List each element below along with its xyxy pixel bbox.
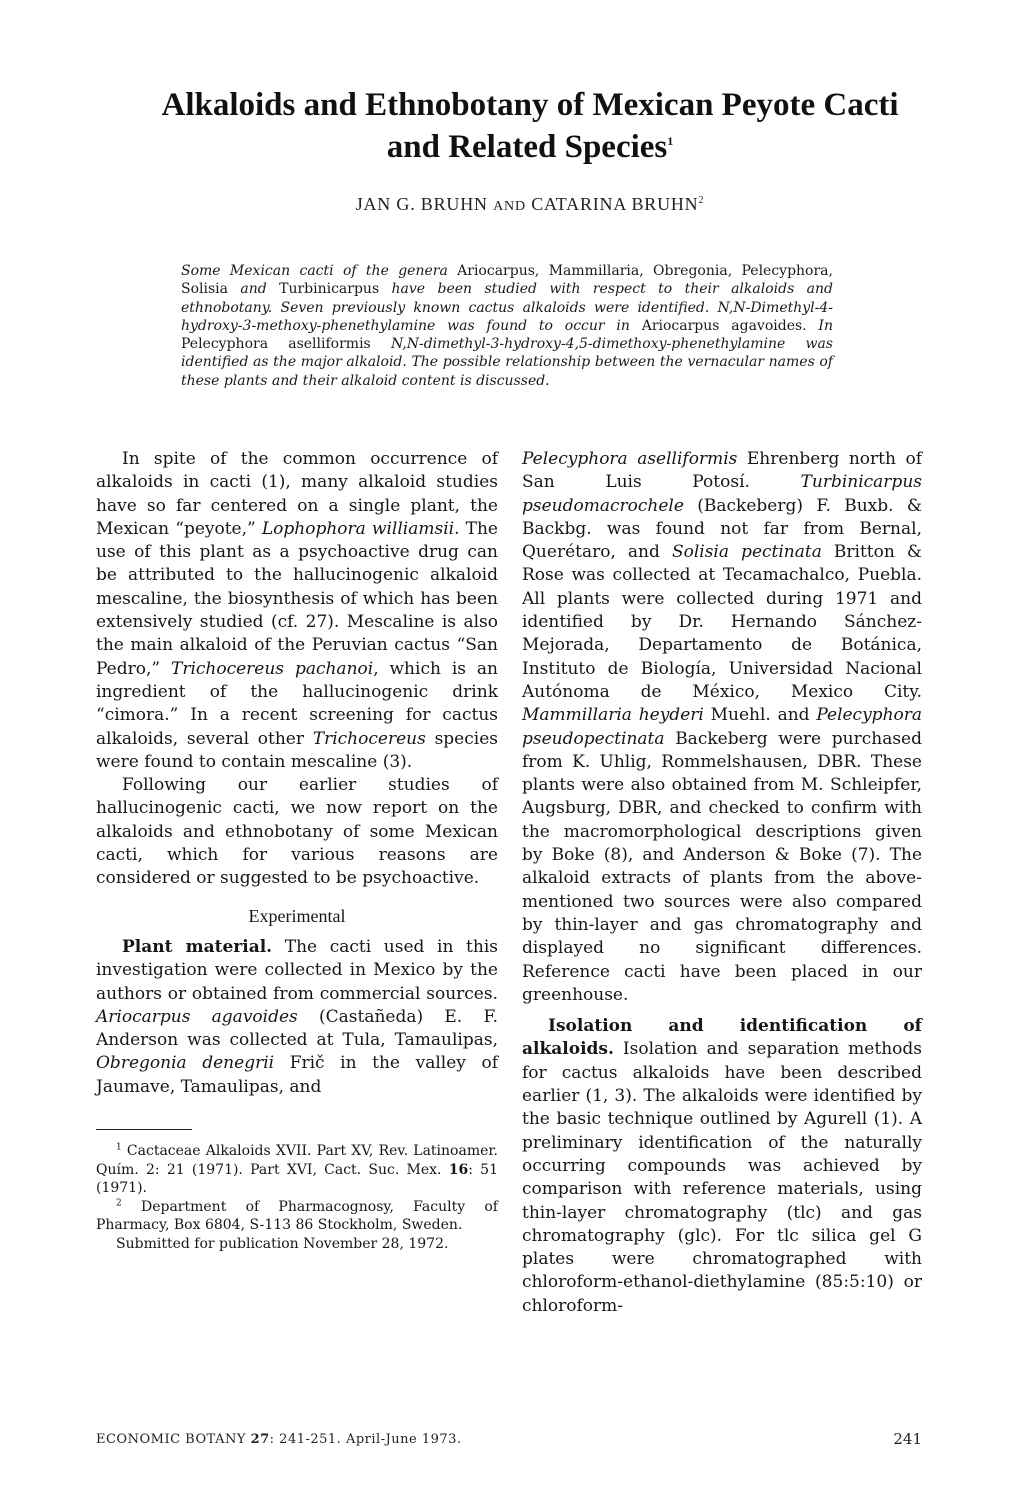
footnote-2 (96, 1198, 498, 1235)
abstract-text: have been studied with respect to their alkaloids and ethnobotany. Seven previously known cactus alkaloids were identified. N,N-Dimethyl-4-hydroxy-3-methoxy-phenethylamine was found to occur in (181, 281, 833, 334)
species-name: Pelecyphora pseudopectinata (522, 705, 923, 749)
body-text: (Backeberg) F. Buxb. & Backbg. was found not far from Bernal, Querétaro, and (522, 495, 922, 563)
author-line (80, 194, 980, 215)
isolation-paragraph (522, 1015, 922, 1318)
footnote-mark: 1 (116, 1142, 122, 1153)
journal-citation (96, 1432, 462, 1447)
body-text: (Castañeda) E. F. Anderson was collected at Tula, Tamaulipas, (96, 1006, 498, 1051)
footnote-mark: 2 (116, 1197, 122, 1208)
journal-pages: : 241-251. April-June 1973. (269, 1432, 462, 1447)
body-text: The cacti used in this investigation were collected in Mexico by the authors or obtained from commercial sources. (96, 936, 498, 1004)
footnote-1 (96, 1142, 498, 1198)
footnote-text: Department of Pharmacognosy, Faculty of Pharmacy, Box 6804, S-113 86 Stockholm, Sweden. (96, 1198, 498, 1234)
journal-volume: 27 (250, 1432, 270, 1447)
body-text: . The use of this plant as a psychoactive drug can be attributed to the hallucinogenic alkaloid mescaline, the biosynthesis of which has been extensively studied (cf. 27). Mescaline is also the main alkaloid of the Peruvian cactus “San Pedro,” (96, 518, 498, 679)
journal-name: ECONOMIC BOTANY (96, 1432, 246, 1447)
author-footnote-mark: 2 (698, 195, 705, 206)
species-name: Solisia pectinata (671, 542, 822, 563)
abstract-text: Some Mexican cacti of the genera (181, 263, 458, 279)
body-text: , which is an ingredient of the hallucinogenic drink “cimora.” In a recent screening for cactus alkaloids, several other (96, 658, 498, 749)
abstract-text: N,N-dimethyl-3-hydroxy-4,5-dimethoxy-phenethylamine was identified as the major alkaloid. The possible relationship between the vernacular names of these plants and their alkaloid content is discussed. (181, 336, 833, 389)
species-name: Pelecyphora aselliformis (522, 449, 738, 469)
abstract-genera: Turbinicarpus (279, 281, 380, 298)
body-text: Backeberg were purchased from K. Uhlig, Rommelshausen, DBR. These plants were also obtained from M. Schleipfer, Augsburg, DBR, and checked to confirm with the macromorphological descriptions given by Boke (8), and Anderson & Boke (7). The alkaloid extracts of plants from the above-mentioned two sources were also compared by thin-layer and gas chromatography and displayed no significant differences. Reference cacti have been placed in our greenhouse. (522, 728, 922, 1005)
abstract-species: Pelecyphora aselliformis (181, 336, 371, 353)
body-text: Isolation and separation methods for cactus alkaloids have been described earlier (1, 3). The alkaloids were identified by the basic technique outlined by Agurell (1). A preliminary identification of the naturally occurring compounds was achieved by comparison with reference materials, using thin-layer chromatography (tlc) and gas chromatography (glc). For tlc silica gel G plates were chromatographed with chloroform-ethanol-diethylamine (85:5:10) or chloroform- (522, 1039, 922, 1316)
plant-material-continued (522, 448, 922, 1007)
abstract-text: . In (802, 317, 833, 334)
species-name: Trichocereus pachanoi (170, 658, 374, 679)
species-name: Lophophora williamsii (261, 518, 455, 539)
intro-paragraph-1 (96, 448, 498, 774)
abstract-text: and (227, 281, 280, 298)
author-conjunction: AND (493, 199, 526, 214)
species-name: Mammillaria heyderi (522, 705, 704, 726)
section-heading: Experimental (248, 905, 346, 926)
paragraph-run-in-heading: Isolation and identification of alkaloids. (522, 1016, 922, 1060)
author-2: CATARINA BRUHN (531, 194, 699, 214)
title-line-2: and Related Species (386, 129, 668, 165)
plant-material-paragraph (96, 936, 498, 1099)
species-name: Turbinicarpus pseudomacrochele (522, 472, 922, 516)
body-text: Britton & Rose was collected at Tecamachalco, Puebla. All plants were collected during 1971 and identified by Dr. Hernando Sánchez-Mejorada, Departamento de Botánica, Instituto de Biología, Universidad Nacional Autónoma de México, Mexico City. (522, 542, 923, 702)
submission-note: Submitted for publication November 28, 1972. (116, 1235, 449, 1252)
title-footnote-mark: 1 (667, 134, 674, 148)
footnote-text: : 51 (1971). (96, 1161, 498, 1197)
body-text: In spite of the common occurrence of alkaloids in cacti (1), many alkaloid studies have so far centered on a single plant, the Mexican “peyote,” (96, 449, 498, 539)
volume-number: 16 (448, 1161, 469, 1178)
right-column (522, 448, 922, 1318)
abstract-genera: Ariocarpus, Mammillaria, Obregonia, Pelecyphora, Solisia (181, 263, 833, 298)
title-line-1: Alkaloids and Ethnobotany of Mexican Peyote Cacti (161, 87, 899, 123)
species-name: Trichocereus (312, 728, 426, 749)
author-1: JAN G. BRUHN (355, 194, 488, 214)
body-text: Frič in the valley of Jaumave, Tamaulipas, and (96, 1053, 499, 1097)
species-name: Ariocarpus agavoides (96, 1006, 298, 1027)
body-text: Ehrenberg north of San Luis Potosí. (522, 449, 922, 493)
article-title (80, 84, 980, 168)
species-name: Obregonia denegrii (96, 1053, 275, 1074)
abstract (181, 262, 833, 390)
body-text: Muehl. and (703, 705, 817, 726)
left-column (96, 448, 498, 1253)
intro-paragraph-2: Following our earlier studies of hallucinogenic cacti, we now report on the alkaloids and ethnobotany of some Mexican cacti, which for various reasons are considered or suggested to be psychoactive. (96, 775, 498, 889)
abstract-species: Ariocarpus agavoides (641, 317, 803, 334)
paragraph-run-in-heading: Plant material. (122, 936, 273, 957)
footnote-divider (96, 1129, 192, 1130)
footnote-text: Cactaceae Alkaloids XVII. Part XV, Rev. Latinoamer. Quím. 2: 21 (1971). Part XVI, Cact. Suc. Mex. (96, 1143, 498, 1178)
body-text: species were found to contain mescaline (3). (96, 728, 498, 772)
page-number: 241 (893, 1430, 922, 1448)
